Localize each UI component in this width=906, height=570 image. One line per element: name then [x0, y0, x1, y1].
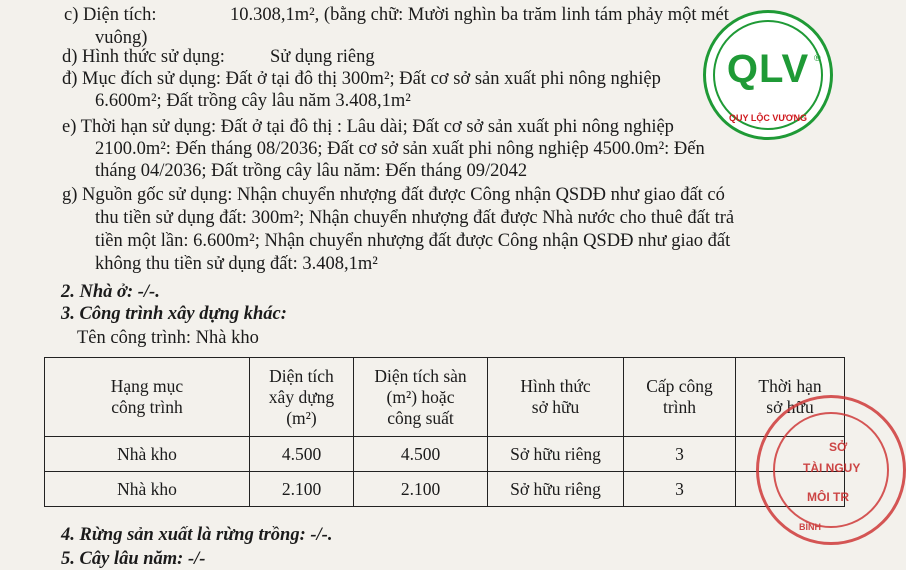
cell-floor-area: 2.100 [354, 472, 488, 507]
line-origin-cont3: không thu tiền sử dụng đất: 3.408,1m² [95, 254, 378, 274]
header-ownership-term: Thời hạn sở hữu [736, 358, 845, 437]
cell-construction-grade: 3 [624, 437, 736, 472]
usage-form-label: d) Hình thức sử dụng: [62, 47, 225, 67]
stamp-text-3: MÔI TR [807, 490, 849, 504]
cell-ownership-form: Sở hữu riêng [488, 437, 624, 472]
line-area-cont: vuông) [95, 28, 148, 48]
logo-registered-mark: ® [814, 53, 821, 63]
line-usage-purpose-cont: 6.600m²; Đất trồng cây lâu năm 3.408,1m² [95, 91, 411, 111]
line-usage-term-cont2: tháng 04/2036; Đất trồng cây lâu năm: Đến tháng 09/2042 [95, 161, 528, 181]
stamp-text-2: TÀI NGUY [803, 461, 861, 475]
line-origin-cont1: thu tiền sử dụng đất: 300m²; Nhận chuyển nhượng đất được Nhà nước cho thuê đất trả [95, 208, 735, 228]
line-usage-term: e) Thời hạn sử dụng: Đất ở tại đô thị : Lâu dài; Đất cơ sở sản xuất phi nông nghiệp [62, 117, 674, 137]
cell-category: Nhà kho [45, 472, 250, 507]
header-ownership-form: Hình thức sở hữu [488, 358, 624, 437]
table-header-row [45, 358, 845, 437]
header-category: Hạng mục công trình [45, 358, 250, 437]
area-value: 10.308,1m², (bằng chữ: Mười nghìn ba trăm linh tám phảy một mét [230, 5, 729, 25]
area-label: c) Diện tích: [64, 5, 157, 25]
qlv-logo [703, 10, 833, 140]
line-origin-cont2: tiền một lần: 6.600m²; Nhận chuyển nhượng đất được Công nhận QSDĐ như giao đất [95, 231, 731, 251]
section-house: 2. Nhà ở: -/-. [61, 282, 160, 302]
stamp-text-4: BÌNH [799, 522, 821, 532]
cell-building-area: 4.500 [250, 437, 354, 472]
cell-category: Nhà kho [45, 437, 250, 472]
line-area [64, 4, 729, 26]
cell-construction-grade: 3 [624, 472, 736, 507]
section-perennial-trees: 5. Cây lâu năm: -/- [61, 549, 206, 569]
section-other-construction: 3. Công trình xây dựng khác: [61, 304, 287, 324]
official-stamp [756, 395, 906, 545]
cell-ownership-form: Sở hữu riêng [488, 472, 624, 507]
section-production-forest: 4. Rừng sản xuất là rừng trồng: -/-. [61, 525, 333, 545]
building-name: Tên công trình: Nhà kho [77, 328, 259, 348]
table-row [45, 472, 845, 507]
line-usage-term-cont1: 2100.0m²: Đến tháng 08/2036; Đất cơ sở sản xuất phi nông nghiệp 4500.0m²: Đến [95, 139, 705, 159]
line-usage-purpose: đ) Mục đích sử dụng: Đất ở tại đô thị 300m²; Đất cơ sở sản xuất phi nông nghiệp [62, 69, 661, 89]
header-floor-area: Diện tích sàn (m²) hoặc công suất [354, 358, 488, 437]
table-row [45, 437, 845, 472]
logo-text: QLV [726, 47, 810, 91]
construction-table [44, 357, 848, 507]
line-origin: g) Nguồn gốc sử dụng: Nhận chuyển nhượng đất được Công nhận QSDĐ như giao đất có [62, 185, 725, 205]
header-construction-grade: Cấp công trình [624, 358, 736, 437]
cell-building-area: 2.100 [250, 472, 354, 507]
line-usage-form [62, 46, 375, 68]
cell-floor-area: 4.500 [354, 437, 488, 472]
header-building-area: Diện tích xây dựng (m²) [250, 358, 354, 437]
logo-subtitle: QUY LỘC VƯƠNG [729, 113, 807, 123]
stamp-text-1: SỞ [829, 440, 848, 454]
usage-form-value: Sử dụng riêng [270, 47, 375, 67]
